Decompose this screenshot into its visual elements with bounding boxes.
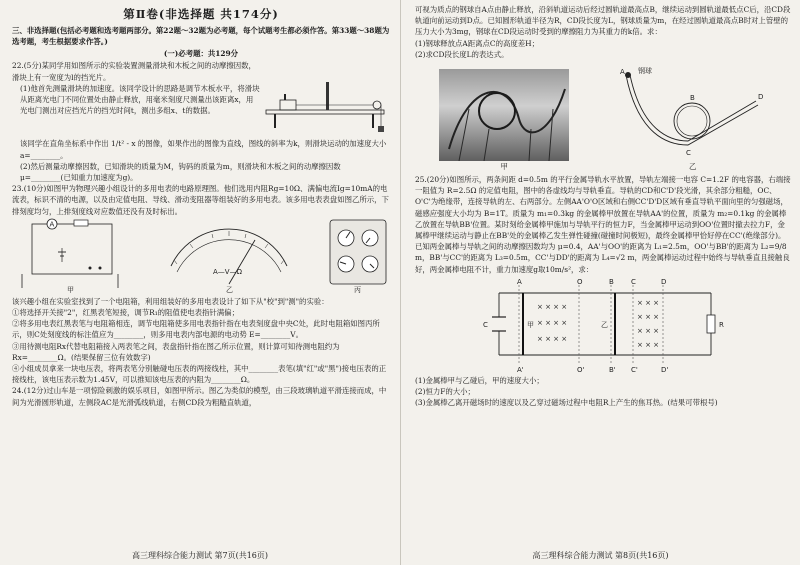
q23-stem: 23.(10分)如图甲为物理兴趣小组设计的多用电表的电路原理图。他们选用内阻Rg=10Ω、满偏电流Ig=10mA的电流表，标识不清的电源，以及由定值电阻、导线、滑动变阻器等组装好的多用电表。该多用电表表盘如图乙所示，下排刻度均匀，上排刻度线对应数值还没有及时标出。 <box>12 184 389 216</box>
svg-text:× × ×: × × × <box>636 312 659 321</box>
right-page <box>400 0 800 565</box>
svg-text:C: C <box>482 320 488 329</box>
svg-text:R: R <box>718 320 724 329</box>
q22-block <box>12 60 390 138</box>
roller-coaster-photo <box>439 69 569 161</box>
svg-text:× × ×: × × × <box>636 340 659 349</box>
photo-caption: 甲 <box>500 162 508 172</box>
q25-part1: (1)金属棒甲与乙碰后，甲的速度大小； <box>415 375 544 385</box>
q23-step4: ④小组成员拿来一块电压表，将两表笔分别触碰电压表的两接线柱，其中________表笔(填"红"或"黑")接电压表的正接线柱，该电压表示数为1.45V，可以推知该电压表的内阻为________Ω。 <box>12 364 387 385</box>
svg-text:甲: 甲 <box>526 320 534 329</box>
svg-text:× × ×: × × × <box>636 326 659 335</box>
q23-step1: ①将选择开关接"2"，红黑表笔短接，调节R₁的阻值使电表指针满偏； <box>12 308 239 318</box>
svg-text:× × × ×: × × × × <box>536 334 567 343</box>
svg-text:D: D <box>660 277 666 286</box>
svg-text:C': C' <box>630 365 638 373</box>
q24-continued: 可视为质点的钢球自A点由静止释放，沿斜轨道运动后经过圆轨道最高点B，继续运动到圆轨道最低点C后，沿CD段轨道向前运动到D点。已知圆形轨道半径为R，CD段长度为L，钢球质量为m，在经过圆轨道最高点B时对上管壁的压力大小为3mg，钢球在CD段运动时受到的摩擦阻力为其重力的k倍。求： <box>415 5 791 37</box>
required-section-heading: (一)必考题：共129分 <box>163 49 239 59</box>
svg-text:C: C <box>630 277 636 286</box>
resistance-box-figure <box>326 218 390 294</box>
right-page-footer: 高三理科综合能力测试 第8页(共16页) <box>532 551 669 560</box>
q24-part2: (2)求CD段长度L的表达式。 <box>415 49 509 59</box>
q22-part1: (1)他首先测量滑块的加速度。该同学设计的思路是调节木板水平，将滑块从距离光电门不同位置处由静止释放，用毫米刻度尺测量出该距离x，用光电门测出对应挡光片的挡光时间t，测出多组x、t的数据。 <box>20 83 260 116</box>
q24-figures <box>415 62 792 172</box>
track-caption: 乙 <box>689 162 697 172</box>
meter-dial-figure <box>163 218 295 294</box>
q25-part2: (2)恒力F的大小； <box>415 387 475 397</box>
svg-text:B: B <box>689 94 695 103</box>
svg-text:A: A <box>619 68 625 77</box>
svg-text:× × ×: × × × <box>636 298 659 307</box>
section-intro: 三、非选择题(包括必考题和选考题两部分。第22题～32题为必考题，每个试题考生都必须作答。第33题～38题为选考题，考生根据要求作答。) <box>12 26 390 47</box>
left-page-footer: 高三理科综合能力测试 第7页(共16页) <box>131 551 269 560</box>
svg-text:A': A' <box>516 365 524 373</box>
fig23-label-bing: 丙 <box>354 285 361 294</box>
svg-text:O: O <box>576 277 583 286</box>
fig23-label-jia: 甲 <box>67 285 74 294</box>
q23-step2: ②将多用电表红黑表笔与电阻箱相连，调节电阻箱使多用电表指针指在电表刻度盘中央C处，此时电阻箱如图丙所示，则C处刻度线的标注值应为________，则多用电表内部电源的电动势 E=________V。 <box>12 319 380 340</box>
svg-text:B': B' <box>608 365 616 373</box>
multimeter-circuit-figure <box>12 218 132 294</box>
q22-stem: 22.(5分)某同学用如图所示的实验装置测量滑块和木板之间的动摩擦因数，滑块上有一宽度为l的挡光片。 <box>12 61 256 82</box>
svg-text:× × × ×: × × × × <box>536 302 567 311</box>
q22-graph-statement: 该同学在直角坐标系中作出 1/t² - x 的图像，如果作出的图像为直线，图线的斜率为k，则滑块运动的加速度大小 a=________。 <box>20 139 387 160</box>
rail-circuit-figure <box>479 277 729 373</box>
svg-text:A: A <box>49 220 55 229</box>
q22-part2: (2)然后测量动摩擦因数，已知滑块的质量为M，钩码的质量为m，则滑块和木板之间的动摩擦因数 μ=________(已知重力加速度为g)。 <box>20 161 341 183</box>
svg-text:C: C <box>685 149 691 158</box>
svg-text:A: A <box>516 277 522 286</box>
svg-text:乙: 乙 <box>600 320 608 329</box>
section-title: 第Ⅱ卷(非选择题 共174分) <box>123 7 279 21</box>
fig23-label-yi: 乙 <box>226 285 233 294</box>
q25-stem: 25.(20分)如图所示，两条间距 d=0.5m 的平行金属导轨水平放置，导轨左端接一电容 C=1.2F 的电容器，右端接一阻值为 R=2.5Ω 的定值电阻，图中的各虚线均与导轨垂直。导轨的CD和C'D'段光滑，其余部分粗糙，OC、O'C'为绝缘带，连接导轨的左、右两部分。左侧AA'O'O区域和右侧CC'D'D区域有垂直导轨平面向里的匀强磁场，磁感应强度大小均为 B=1T。质量为 m₁=0.3kg 的金属棒甲放置在导轨AA'的位置，质量为 m₂=0.1kg 的金属棒乙放置在导轨BB'位置。某时刻给金属棒甲施加与导轨平行的恒力F，当金属棒甲运动到OO'位置时撤去拉力F，金属棒甲继续运动与静止在BB'处的金属棒乙发生弹性碰撞(碰撞时间极短)，最终金属棒甲恰好停在CC'(绝缘部分)。已知两金属棒与导轨之间的动摩擦因数均为 μ=0.4，AA'与OO'的距离为 L₁=2.5m，OO'与BB'的距离为 L₂=9/8 m，BB'与CC'的距离为 L₃=0.5m，CC'与DD'的距离为 L₄=√2 m，两金属棒运动过程中始终与导轨垂直且接触良好，两金属棒电阻不计，重力加速度g取10m/s²，求： <box>415 175 791 274</box>
q22-apparatus-figure <box>260 60 390 138</box>
track-model-figure <box>618 65 768 157</box>
svg-text:B: B <box>608 277 614 286</box>
svg-text:D': D' <box>660 365 668 373</box>
svg-text:D: D <box>757 93 764 102</box>
svg-text:钢球: 钢球 <box>637 67 652 76</box>
q25-part3: (3)金属棒乙离开磁场时的速度以及乙穿过磁场过程中电阻R上产生的焦耳热。(结果可带根号) <box>415 398 718 408</box>
q23-experiment-intro: 该兴趣小组在实验室找到了一个电阻箱，利用组装好的多用电表设计了如下从"校"到"测"的实验： <box>12 296 329 306</box>
svg-text:O': O' <box>576 365 584 373</box>
svg-text:× × × ×: × × × × <box>536 318 567 327</box>
meter-face-label: A—V—Ω <box>213 267 242 276</box>
q24-stem: 24.(12分)过山车是一项惊险刺激的娱乐项目，如图甲所示。图乙为类似的模型，由三段玻璃轨道平滑连接而成，中间为光滑圆形轨道，左侧段AC是光滑弧线轨道，右侧CD段为粗糙直轨道， <box>12 386 387 407</box>
q23-figures <box>12 218 390 294</box>
q24-part1: (1)钢球释放点A距离点C的高度差H； <box>415 38 539 48</box>
q23-step3: ③用待测电阻Rx代替电阻箱接入两表笔之间，表盘指针指在图乙所示位置，则计算可知待测电阻约为 Rx=________Ω。(结果保留三位有效数字) <box>12 341 340 362</box>
